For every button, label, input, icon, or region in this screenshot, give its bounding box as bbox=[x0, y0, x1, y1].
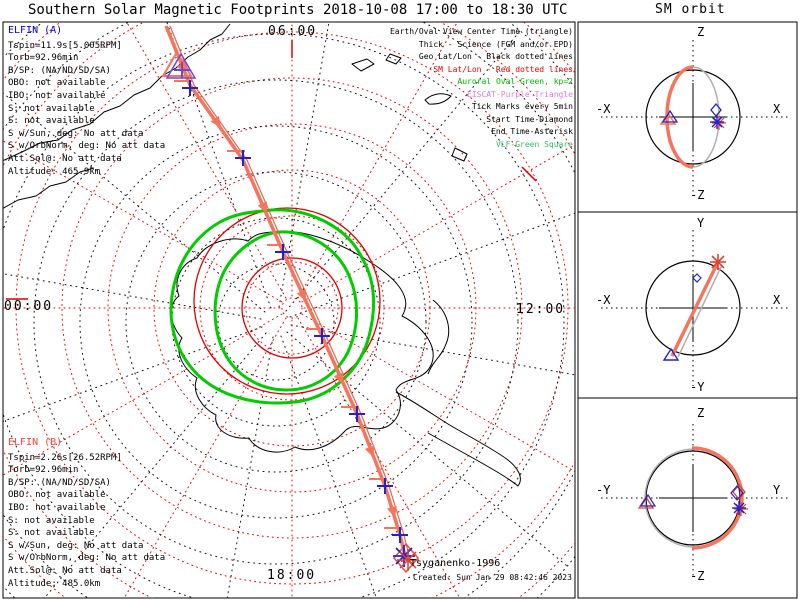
legend-item: EISCAT-Purple Triangle bbox=[467, 89, 573, 99]
asterisk-red-icon bbox=[734, 502, 748, 516]
clock-label-right: 12:00 bbox=[516, 302, 566, 317]
elfin-a-line: S: not available bbox=[8, 103, 95, 114]
asterisk-red-icon bbox=[710, 254, 726, 270]
elfin-b-line: Altitude: 485.0km bbox=[8, 578, 101, 589]
legend-item: Earth/Oval View Center Time (triangle) bbox=[389, 27, 573, 36]
axis-label-p1-bottom: -Z bbox=[690, 188, 705, 202]
legend-item: Geo Lat/Lon - Black dotted lines bbox=[418, 52, 573, 61]
axis-label-p2-left: -X bbox=[596, 293, 611, 307]
clock-label-bottom: 18:00 bbox=[267, 568, 317, 583]
elfin-a-line: Att.Sol@: No att data bbox=[8, 153, 122, 164]
elfin-b-line: Att.Sol@: No att data bbox=[8, 565, 122, 576]
track-arrowheads bbox=[177, 62, 400, 519]
legend-item: Start Time-Diamond bbox=[486, 114, 573, 124]
elfin-a-line: B/SP: (NA/ND/SD/SA) bbox=[8, 65, 111, 76]
page-title: Southern Solar Magnetic Footprints 2018-10-08 17:00 to 18:30 UTC bbox=[28, 2, 568, 18]
legend-item: SM Lat/Lon - Red dotted lines bbox=[433, 64, 573, 74]
orbit-panel-2-border bbox=[578, 212, 797, 398]
elfin-b-line: S: not available bbox=[8, 515, 95, 526]
elfin-b-line: S w/Sun, deg: No att data bbox=[8, 540, 144, 551]
created-label: Created: Sun Jan 29 08:42:46 2023 bbox=[413, 573, 572, 582]
elfin-a-block bbox=[8, 25, 165, 178]
elfin-a-line: S w/OrbNorm, deg: No att data bbox=[8, 141, 166, 152]
elfin-a-line: Altitude: 465.9km bbox=[8, 166, 101, 177]
elfin-b-line: Tspin=2.26s[26.52RPM] bbox=[8, 452, 122, 463]
elfin-a-title: ELFIN (A) bbox=[8, 25, 63, 36]
elfin-b-title: ELFIN (B) bbox=[8, 437, 63, 448]
orbit-panels bbox=[578, 22, 797, 598]
axis-label-p2-right: X bbox=[773, 293, 781, 307]
elfin-b-line: Torb=92.96min bbox=[8, 465, 79, 476]
asterisk-blue-icon bbox=[710, 115, 724, 129]
elfin-a-line: S w/Sun, deg: No att data bbox=[8, 128, 144, 139]
legend-item: VLF-Green Square bbox=[495, 139, 573, 149]
elfin-a-line: S: not available bbox=[8, 116, 95, 127]
elfin-b-line: IBO: not available bbox=[8, 502, 106, 513]
legend-item: End Time-Asterisk bbox=[491, 127, 573, 136]
elfin-a-line: Tspin=11.9s[5.005RPM] bbox=[8, 40, 122, 51]
orbit-plot-yz bbox=[601, 424, 789, 576]
map-legend bbox=[390, 26, 573, 151]
elfin-b-block bbox=[8, 437, 165, 590]
orbit-plot-xy bbox=[601, 230, 789, 386]
elfin-b-line: OBO: not available bbox=[8, 490, 106, 501]
axis-label-p1-top: Z bbox=[697, 25, 705, 39]
legend-item: Tick Marks every 5min bbox=[471, 102, 573, 111]
elfin-a-line: IBO: not available bbox=[8, 90, 106, 101]
start-diamond-icon bbox=[693, 274, 701, 282]
asterisk-blue-icon bbox=[732, 501, 746, 515]
antarctica-outline bbox=[171, 231, 433, 452]
clock-label-top: 06:00 bbox=[268, 24, 318, 39]
asterisk-red-icon bbox=[712, 116, 726, 130]
axis-label-p3-bottom: -Z bbox=[690, 569, 705, 583]
axis-label-p1-right: X bbox=[773, 102, 781, 116]
elfin-b-line: S w/OrbNorm, deg: No att data bbox=[8, 553, 166, 564]
axis-label-p2-bottom: -Y bbox=[690, 380, 705, 394]
elfin-b-line: S: not available bbox=[8, 528, 95, 539]
model-label: Tsyganenko-1996 bbox=[410, 558, 501, 569]
axis-label-p3-left: -Y bbox=[596, 483, 611, 497]
orbit-plot-xz bbox=[601, 40, 789, 196]
clock-label-left: 00:00 bbox=[4, 299, 54, 314]
elfin-a-line: OBO: not available bbox=[8, 78, 106, 89]
elfin-a-line: Torb=92.96min bbox=[8, 53, 79, 64]
axis-label-p3-top: Z bbox=[697, 406, 705, 420]
axis-label-p2-top: Y bbox=[697, 216, 705, 230]
axis-label-p1-left: -X bbox=[596, 102, 611, 116]
legend-item: Auroral Oval-Green, kp=2 bbox=[457, 77, 573, 86]
track-ticks-salmon bbox=[174, 81, 402, 528]
axis-label-p3-right: Y bbox=[773, 483, 781, 497]
antarctic-peninsula bbox=[396, 392, 520, 486]
elfin-b-line: B/SP: (NA/ND/SD/SA) bbox=[8, 477, 111, 488]
orbit-panel-title: SM orbit bbox=[655, 2, 726, 17]
legend-item: Thick - Science (FGM and/or EPD) bbox=[418, 39, 573, 49]
